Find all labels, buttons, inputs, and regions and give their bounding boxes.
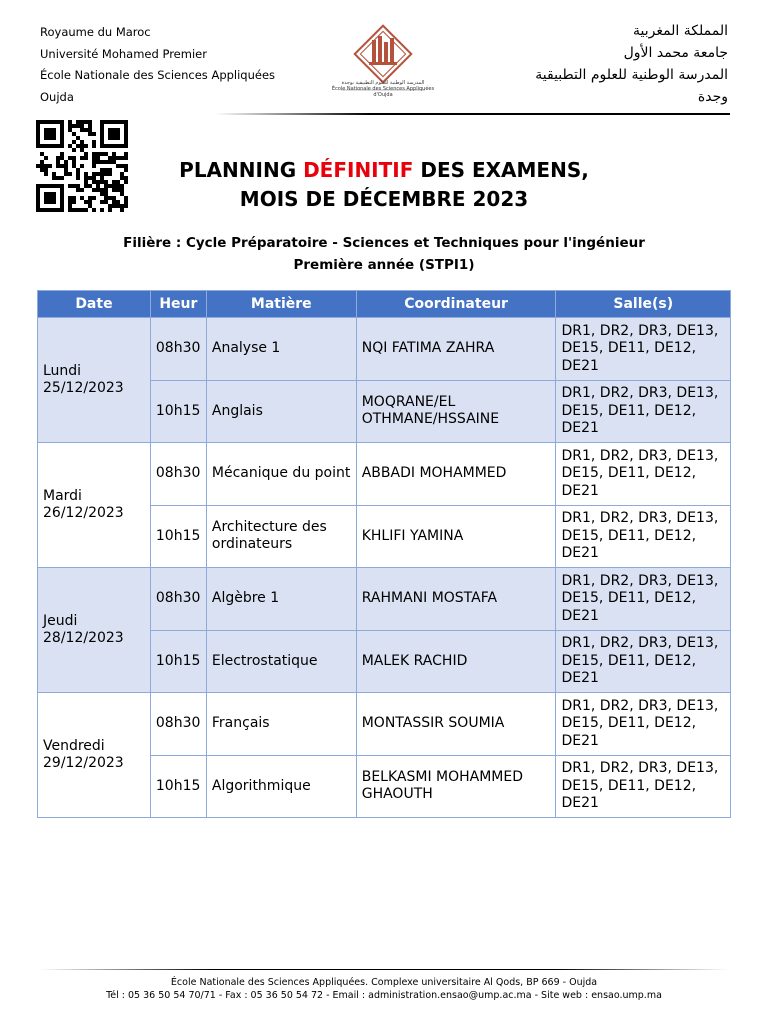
time-cell: 08h30 bbox=[150, 693, 206, 756]
day-date: 28/12/2023 bbox=[43, 630, 124, 646]
coordinator-cell: NQI FATIMA ZAHRA bbox=[356, 318, 556, 381]
table-row bbox=[38, 443, 731, 506]
coordinator-cell: BELKASMI MOHAMMED GHAOUTH bbox=[356, 755, 556, 818]
header-line-city: Oujda bbox=[40, 90, 74, 105]
rooms-cell: DR1, DR2, DR3, DE13, DE15, DE11, DE12, DE21 bbox=[556, 693, 731, 756]
day-name: Jeudi bbox=[43, 612, 78, 629]
rooms-cell: DR1, DR2, DR3, DE13, DE15, DE11, DE12, DE21 bbox=[556, 443, 731, 506]
table-row bbox=[38, 318, 731, 381]
subject-cell: Anglais bbox=[206, 380, 356, 443]
rooms-cell: DR1, DR2, DR3, DE13, DE15, DE11, DE12, DE21 bbox=[556, 568, 731, 631]
program-line: Filière : Cycle Préparatoire - Sciences et Techniques pour l'ingénieur bbox=[123, 235, 645, 251]
subject-cell: Analyse 1 bbox=[206, 318, 356, 381]
header-line-school: École Nationale des Sciences Appliquées bbox=[40, 68, 276, 83]
coordinator-cell: KHLIFI YAMINA bbox=[356, 505, 556, 568]
qr-code bbox=[36, 120, 128, 212]
header-line-kingdom: Royaume du Maroc bbox=[40, 25, 151, 39]
title-highlight: DÉFINITIF bbox=[303, 158, 414, 182]
header-line-university: Université Mohamed Premier bbox=[40, 46, 207, 61]
time-cell: 08h30 bbox=[150, 568, 206, 631]
day-date: 25/12/2023 bbox=[43, 380, 124, 396]
year-line: Première année (STPI1) bbox=[293, 257, 475, 273]
institution-header-fr bbox=[40, 22, 275, 109]
header-line-kingdom-ar: المملكة المغربية bbox=[632, 23, 728, 39]
page-footer bbox=[40, 976, 728, 1002]
col-header-coordinator: Coordinateur bbox=[356, 291, 556, 318]
subject-cell: Algorithmique bbox=[206, 755, 356, 818]
day-name: Vendredi bbox=[43, 737, 105, 754]
day-name: Mardi bbox=[43, 487, 82, 504]
header-divider bbox=[215, 113, 730, 115]
header-line-school-ar: المدرسة الوطنية للعلوم التطبيقية bbox=[535, 67, 728, 83]
coordinator-cell: MOQRANE/EL OTHMANE/HSSAINE bbox=[356, 380, 556, 443]
exam-schedule-table bbox=[37, 290, 731, 818]
day-date: 29/12/2023 bbox=[43, 755, 124, 771]
rooms-cell: DR1, DR2, DR3, DE13, DE15, DE11, DE12, DE21 bbox=[556, 380, 731, 443]
coordinator-cell: ABBADI MOHAMMED bbox=[356, 443, 556, 506]
time-cell: 08h30 bbox=[150, 443, 206, 506]
title-part-2: DES EXAMENS, bbox=[413, 158, 589, 182]
institution-header-ar bbox=[535, 20, 728, 108]
date-cell bbox=[38, 568, 151, 693]
col-header-subject: Matière bbox=[206, 291, 356, 318]
title-line-1 bbox=[130, 156, 638, 185]
subject-cell: Français bbox=[206, 693, 356, 756]
rooms-cell: DR1, DR2, DR3, DE13, DE15, DE11, DE12, DE21 bbox=[556, 755, 731, 818]
header-line-city-ar: وجدة bbox=[697, 89, 728, 105]
day-name: Lundi bbox=[43, 362, 82, 379]
rooms-cell: DR1, DR2, DR3, DE13, DE15, DE11, DE12, DE21 bbox=[556, 505, 731, 568]
title-part-1: PLANNING bbox=[179, 158, 304, 182]
time-cell: 10h15 bbox=[150, 505, 206, 568]
time-cell: 10h15 bbox=[150, 755, 206, 818]
title-line-2: MOIS DE DÉCEMBRE 2023 bbox=[239, 187, 529, 211]
footer-contact: Tél : 05 36 50 54 70/71 - Fax : 05 36 50 54 72 - Email : administration.ensao@ump.ac.ma - Site web : ensao.ump.ma bbox=[106, 990, 662, 1001]
col-header-time: Heur bbox=[150, 291, 206, 318]
time-cell: 08h30 bbox=[150, 318, 206, 381]
coordinator-cell: RAHMANI MOSTAFA bbox=[356, 568, 556, 631]
coordinator-cell: MALEK RACHID bbox=[356, 630, 556, 693]
page-title bbox=[130, 156, 638, 214]
day-date: 26/12/2023 bbox=[43, 505, 124, 521]
time-cell: 10h15 bbox=[150, 380, 206, 443]
header-line-university-ar: جامعة محمد الأول bbox=[623, 45, 728, 61]
table-header-row bbox=[38, 291, 731, 318]
date-cell bbox=[38, 443, 151, 568]
rooms-cell: DR1, DR2, DR3, DE13, DE15, DE11, DE12, DE21 bbox=[556, 630, 731, 693]
program-subtitle bbox=[60, 232, 708, 276]
subject-cell: Architecture des ordinateurs bbox=[206, 505, 356, 568]
logo-caption-fr: École Nationale des Sciences Appliquées d'Oujda bbox=[331, 86, 435, 98]
date-cell bbox=[38, 318, 151, 443]
rooms-cell: DR1, DR2, DR3, DE13, DE15, DE11, DE12, DE21 bbox=[556, 318, 731, 381]
time-cell: 10h15 bbox=[150, 630, 206, 693]
table-row bbox=[38, 568, 731, 631]
col-header-date: Date bbox=[38, 291, 151, 318]
logo-caption-ar: المدرسة الوطنية للعلوم التطبيقية بوجدة bbox=[341, 80, 425, 86]
subject-cell: Algèbre 1 bbox=[206, 568, 356, 631]
subject-cell: Mécanique du point bbox=[206, 443, 356, 506]
date-cell bbox=[38, 693, 151, 818]
subject-cell: Electrostatique bbox=[206, 630, 356, 693]
logo-caption bbox=[327, 80, 439, 98]
footer-address: École Nationale des Sciences Appliquées. Complexe universitaire Al Qods, BP 669 - Oujda bbox=[170, 977, 598, 988]
col-header-rooms: Salle(s) bbox=[556, 291, 731, 318]
coordinator-cell: MONTASSIR SOUMIA bbox=[356, 693, 556, 756]
table-row bbox=[38, 693, 731, 756]
footer-divider bbox=[40, 969, 728, 970]
